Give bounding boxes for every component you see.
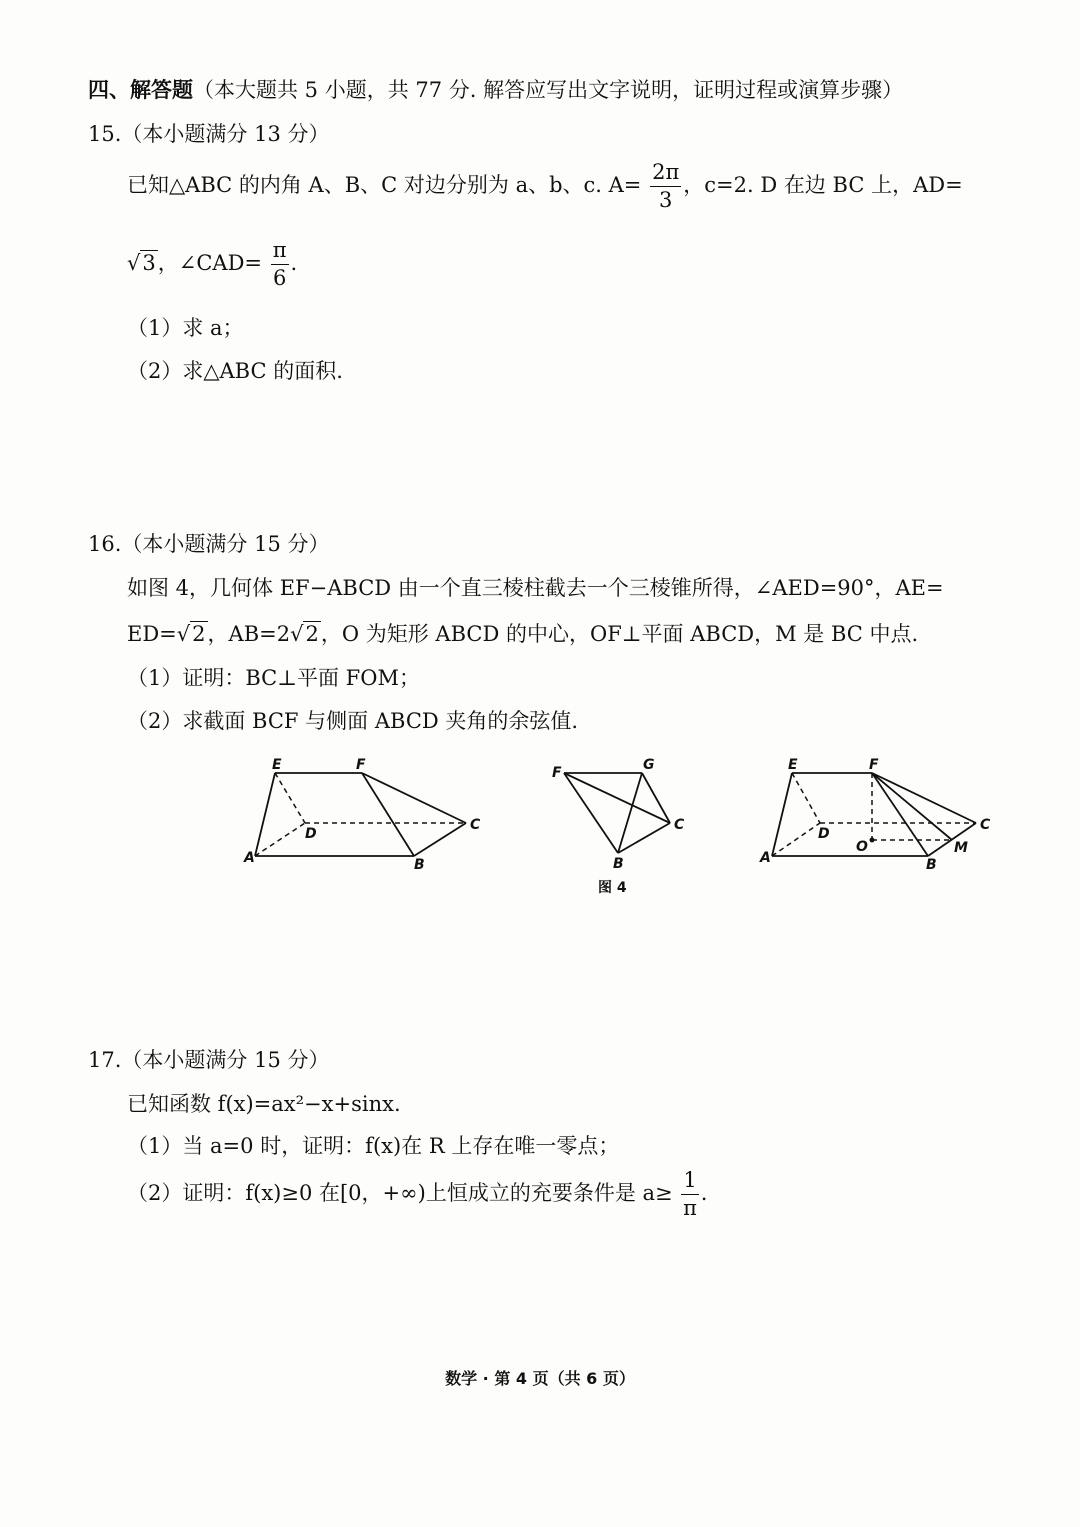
label-F: F — [356, 757, 366, 773]
edge-EA — [255, 773, 275, 856]
q16-sqrt2-b-radicand: 2 — [305, 622, 319, 646]
edge-BC — [414, 823, 466, 856]
q15-sqrt3: √3 — [127, 251, 156, 275]
figure-left — [243, 757, 481, 873]
q15-score: （本小题满分 13 分） — [121, 122, 330, 146]
label-C-right: C — [980, 817, 991, 833]
q15-fraction-A — [650, 162, 681, 211]
section-header — [88, 74, 903, 104]
label-E: E — [272, 757, 282, 773]
q15-sqrt3-radicand: 3 — [142, 251, 156, 275]
q15-stem-line1 — [127, 162, 963, 211]
q15-part2: （2）求△ABC 的面积. — [127, 359, 343, 383]
q16-stem-ab: ，AB=2 — [207, 622, 291, 646]
q16-sqrt2-a-radicand: 2 — [192, 622, 206, 646]
label-O: O — [856, 839, 868, 855]
label-F-right: F — [869, 757, 879, 773]
q16-stem-line1: 如图 4，几何体 EF−ABCD 由一个直三棱柱截去一个三棱锥所得，∠AED=90°，AE= — [127, 576, 944, 600]
label-D: D — [305, 826, 317, 842]
q16-stem-line2 — [127, 618, 918, 648]
q17-part1: （1）当 a=0 时，证明：f(x)在 R 上存在唯一零点； — [127, 1134, 620, 1158]
q17-part2-line — [127, 1170, 707, 1219]
q17-part2: （2）证明：f(x)≥0 在[0，+∞)上恒成立的充要条件是 a≥ — [127, 1181, 673, 1205]
q17-fraction — [681, 1170, 698, 1219]
label-B-mid: B — [613, 856, 624, 872]
label-C-mid: C — [674, 817, 685, 833]
q15-frac-A-den: 3 — [659, 188, 673, 212]
q15-frac-cad-num: π — [271, 240, 289, 265]
label-M: M — [954, 840, 968, 856]
q15-frac-cad-den: 6 — [272, 266, 287, 290]
label-C: C — [470, 817, 481, 833]
q17-stem: 已知函数 f(x)=ax²−x+sinx. — [127, 1092, 401, 1116]
figure-4 — [0, 740, 1080, 910]
q15-fraction-cad — [271, 240, 289, 289]
q15-period: . — [290, 251, 298, 275]
q16-part1: （1）证明：BC⊥平面 FOM； — [127, 666, 420, 690]
label-B-right: B — [926, 857, 937, 873]
q17-header — [88, 1044, 329, 1074]
q16-number: 16. — [88, 532, 122, 556]
q16-stem-ed: ED= — [127, 622, 177, 646]
q17-frac-den: π — [683, 1196, 697, 1220]
q15-number: 15. — [88, 122, 122, 146]
section-heading: 四、解答题 — [88, 77, 193, 102]
label-D-right: D — [818, 826, 830, 842]
q15-part1: （1）求 a； — [127, 316, 244, 340]
point-O — [870, 838, 875, 843]
q16-score: （本小题满分 15 分） — [121, 532, 330, 556]
section-note: （本大题共 5 小题，共 77 分. 解答应写出文字说明，证明过程或演算步骤） — [193, 78, 904, 102]
q17-number: 17. — [88, 1048, 122, 1072]
q15-angle-label: ，∠CAD= — [157, 251, 263, 275]
q16-stem-rest: ，O 为矩形 ABCD 的中心，OF⊥平面 ABCD，M 是 BC 中点. — [320, 622, 919, 646]
q15-header — [88, 118, 329, 148]
q17-frac-num: 1 — [681, 1170, 698, 1195]
q16-part2: （2）求截面 BCF 与侧面 ABCD 夹角的余弦值. — [127, 709, 579, 733]
q16-header — [88, 528, 329, 558]
label-F-mid: F — [552, 765, 562, 781]
edge-FB-right — [872, 773, 928, 856]
label-B: B — [414, 857, 425, 873]
page-footer: 数学 · 第 4 页（共 6 页） — [445, 1369, 635, 1388]
q16-sqrt2-a: √2 — [176, 622, 206, 646]
figure-middle — [552, 757, 685, 872]
q15-frac-A-num: 2π — [650, 162, 681, 187]
q15-stem-text: 已知△ABC 的内角 A、B、C 对边分别为 a、b、c. A= — [127, 173, 642, 197]
q15-stem-text-end: ，c=2. D 在边 BC 上，AD= — [683, 173, 963, 197]
label-A-right: A — [760, 850, 771, 866]
q17-score: （本小题满分 15 分） — [121, 1048, 330, 1072]
label-E-right: E — [788, 757, 798, 773]
figure-right — [759, 757, 991, 873]
label-G: G — [643, 757, 655, 773]
edge-ED-right-hidden — [792, 773, 820, 823]
q17-period: . — [700, 1181, 708, 1205]
q15-stem-line2 — [127, 240, 297, 289]
label-A: A — [244, 850, 255, 866]
q16-sqrt2-b: √2 — [290, 622, 319, 646]
edge-ED-hidden — [275, 773, 305, 823]
figure-caption: 图 4 — [598, 880, 627, 896]
